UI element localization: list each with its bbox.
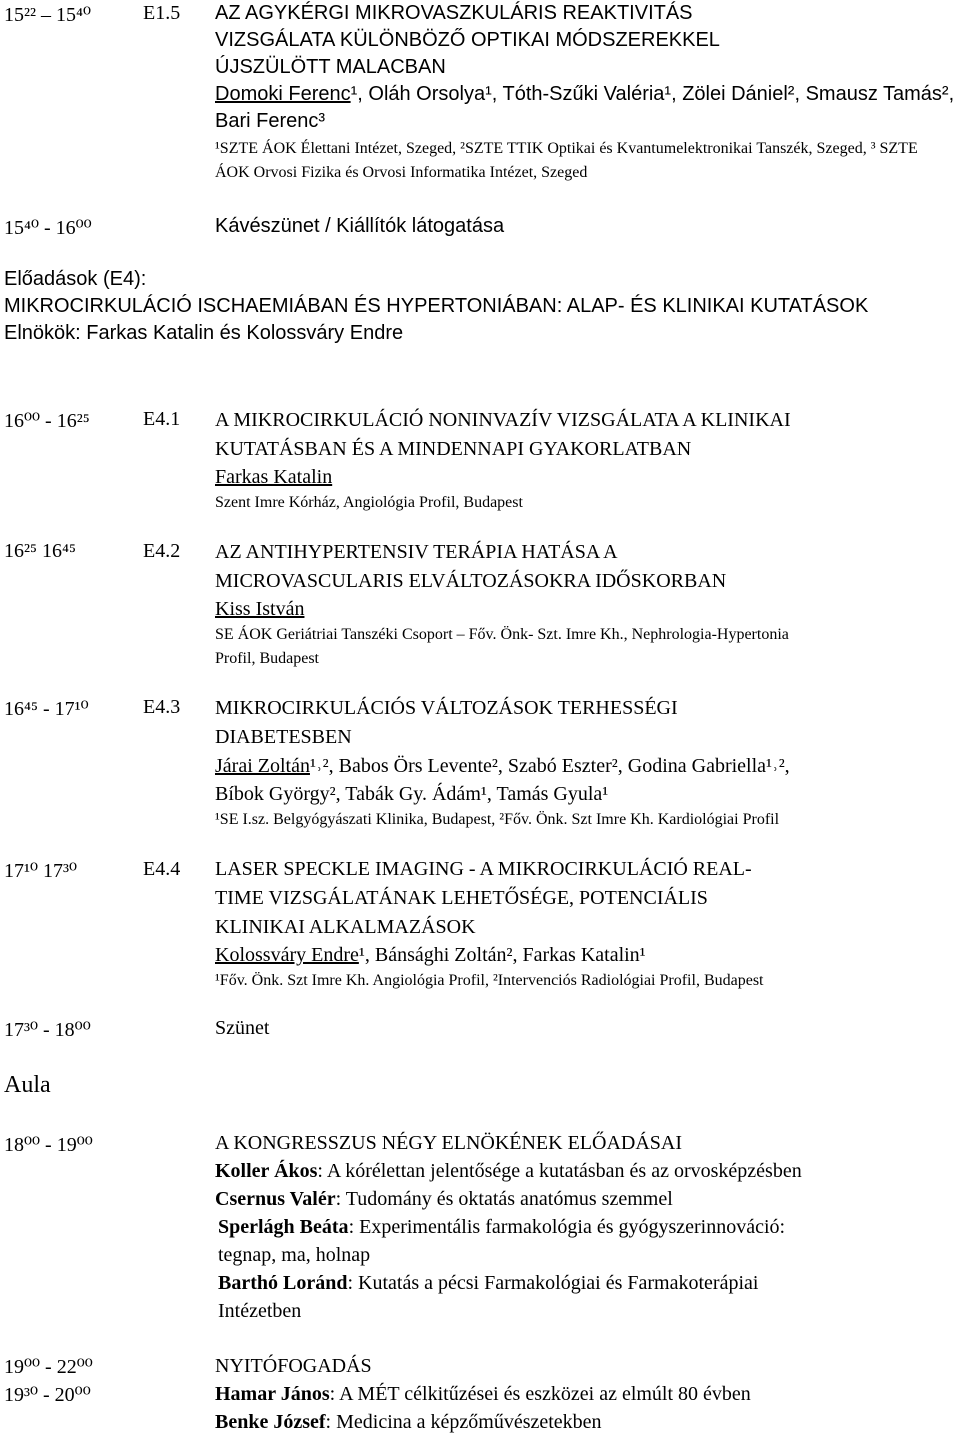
speaker-name: Koller Ákos — [215, 1160, 318, 1182]
chair-name: Farkas Katalin — [86, 322, 215, 344]
talk-text: : Tudomány és oktatás anatómus szemmel — [335, 1188, 673, 1210]
talk-affiliation: Szent Imre Kórház, Angiológia Profil, Budapest — [215, 494, 523, 511]
session-code: E1.5 — [143, 2, 181, 24]
chairs-and: és — [214, 322, 247, 344]
talk-affiliation: ¹SE I.sz. Belgyógyászati Klinika, Budapest, ²Főv. Önk. Szt Imre Kh. Kardiológiai Profil — [215, 811, 780, 828]
talk-title: AZ AGYKÉRGI MIKROVASZKULÁRIS REAKTIVITÁS VIZSGÁLATA KÜLÖNBÖZŐ OPTIKAI MÓDSZEREKKEL ÚJSZÜLÖTT MALACBAN — [215, 2, 720, 78]
presenter-name: Járai Zoltán — [215, 755, 310, 777]
break-time: 17³⁰ - 18⁰⁰ — [4, 1019, 91, 1041]
opening-item — [215, 1408, 955, 1436]
venue-heading: Aula — [4, 1072, 51, 1098]
talk-block — [215, 855, 955, 993]
talk-text: : Experimentális farmakológia és gyógyszerinnováció: tegnap, ma, holnap — [218, 1216, 786, 1266]
opening-item — [215, 1380, 955, 1408]
talk-block — [215, 406, 955, 515]
speaker-name: Csernus Valér — [215, 1188, 336, 1210]
speaker-name: Sperlágh Beáta — [218, 1216, 349, 1238]
coauthors: ¹, Oláh Orsolya¹, Tóth-Szűki Valéria¹, Zölei Dániel², Smausz Tamás², Bari Ferenc³ — [215, 83, 955, 132]
presenter-name: Domoki Ferenc — [215, 83, 351, 105]
plenary-item — [215, 1185, 955, 1213]
talk-authors — [215, 942, 955, 969]
talk-time: 17¹⁰ 17³⁰ — [4, 860, 78, 882]
talk-affiliation: ¹SZTE ÁOK Élettani Intézet, Szeged, ²SZTE TTIK Optikai és Kvantumelektronikai Tanszék, Szeged, ³ SZTE ÁOK Orvosi Fizika és Orvosi Informatika Intézet, Szeged — [215, 140, 918, 181]
chairs-label: Elnökök: — [4, 322, 87, 344]
talk-time: 16⁴⁵ - 17¹⁰ — [4, 698, 89, 720]
break-time: 15⁴⁰ - 16⁰⁰ — [4, 217, 92, 239]
plenary-item — [215, 1213, 955, 1269]
presenter-name: Kolossváry Endre — [215, 944, 359, 966]
presenter-name: Farkas Katalin — [215, 466, 333, 488]
section-chairs — [4, 320, 949, 347]
talk-text: : Kutatás a pécsi Farmakológiai és Farmakoterápiai Intézetben — [218, 1272, 759, 1322]
talk-code: E4.1 — [143, 408, 181, 430]
opening-block — [215, 1352, 955, 1436]
talk-time: 16⁰⁰ - 16²⁵ — [4, 410, 90, 432]
talk-block — [215, 0, 955, 185]
plenary-time: 18⁰⁰ - 19⁰⁰ — [4, 1134, 93, 1156]
talk-text: : Medicina a képzőművészetekben — [325, 1411, 602, 1433]
opening-talk-time: 19³⁰ - 20⁰⁰ — [4, 1384, 91, 1406]
talk-code: E4.3 — [143, 696, 181, 718]
speaker-name: Benke József — [215, 1411, 326, 1433]
talk-title: MIKROCIRKULÁCIÓS VÁLTOZÁSOK TERHESSÉGI DIABETESBEN — [215, 697, 678, 748]
talk-authors — [215, 596, 955, 623]
talk-authors — [215, 752, 955, 808]
talk-affiliation: SE ÁOK Geriátriai Tanszéki Csoport – Főv. Önk- Szt. Imre Kh., Nephrologia-Hypertonia Profil, Budapest — [215, 626, 789, 667]
talk-code: E4.2 — [143, 540, 181, 562]
break-label: Kávészünet / Kiállítók látogatása — [215, 215, 505, 237]
talk-authors — [215, 464, 955, 491]
reception-title: NYITÓFOGADÁS — [215, 1355, 372, 1377]
coauthors: ¹˒², Babos Örs Levente², Szabó Eszter², Godina Gabriella¹˒², Bíbok György², Tabák Gy. Ádám¹, Tamás Gyula¹ — [215, 755, 790, 805]
talk-authors — [215, 81, 955, 135]
talk-title: LASER SPECKLE IMAGING - A MIKROCIRKULÁCIÓ REAL- TIME VIZSGÁLATÁNAK LEHETŐSÉGE, POTENCIÁLIS KLINIKAI ALKALMAZÁSOK — [215, 858, 752, 938]
talk-affiliation: ¹Főv. Önk. Szt Imre Kh. Angiológia Profil, ²Intervenciós Radiológiai Profil, Budapest — [215, 972, 764, 989]
speaker-name: Hamar János — [215, 1383, 330, 1405]
section-block — [4, 266, 949, 347]
speaker-name: Barthó Loránd — [218, 1272, 348, 1294]
coauthors: ¹, Bánsághi Zoltán², Farkas Katalin¹ — [358, 944, 646, 966]
talk-text: : A kórélettan jelentősége a kutatásban és az orvosképzésben — [317, 1160, 802, 1182]
talk-block — [215, 538, 955, 671]
talk-text: : A MÉT célkitűzései és eszközei az elmúlt 80 évben — [329, 1383, 751, 1405]
plenary-item — [215, 1157, 955, 1185]
talk-title: A MIKROCIRKULÁCIÓ NONINVAZÍV VIZSGÁLATA A KLINIKAI KUTATÁSBAN ÉS A MINDENNAPI GYAKORLATBAN — [215, 409, 791, 460]
talk-title: AZ ANTIHYPERTENSIV TERÁPIA HATÁSA A MICROVASCULARIS ELVÁLTOZÁSOKRA IDŐSKORBAN — [215, 541, 727, 592]
reception-time: 19⁰⁰ - 22⁰⁰ — [4, 1356, 93, 1378]
chair-name: Kolossváry Endre — [246, 322, 404, 344]
talk-block — [215, 694, 955, 832]
plenary-title: A KONGRESSZUS NÉGY ELNÖKÉNEK ELŐADÁSAI — [215, 1132, 683, 1154]
presenter-name: Kiss István — [215, 598, 305, 620]
plenary-block — [215, 1129, 955, 1325]
section-label: Előadások (E4): — [4, 268, 147, 290]
section-title: MIKROCIRKULÁCIÓ ISCHAEMIÁBAN ÉS HYPERTONIÁBAN: ALAP- ÉS KLINIKAI KUTATÁSOK — [4, 295, 869, 317]
talk-time: 16²⁵ 16⁴⁵ — [4, 540, 76, 562]
session-time: 15²² – 15⁴⁰ — [4, 4, 91, 26]
break-label: Szünet — [215, 1017, 270, 1039]
talk-code: E4.4 — [143, 858, 181, 880]
plenary-item — [215, 1269, 955, 1325]
